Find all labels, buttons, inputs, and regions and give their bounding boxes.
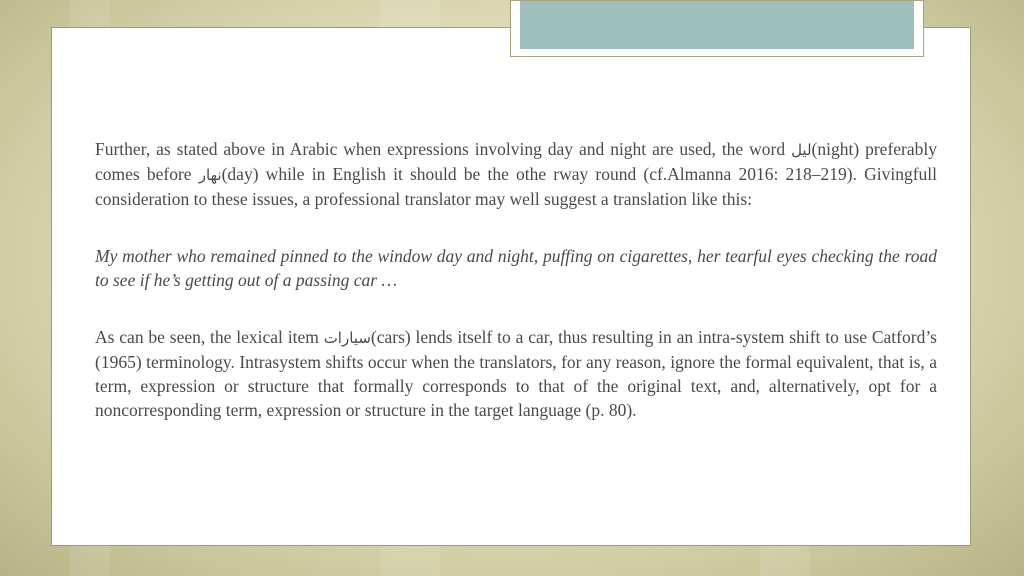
paragraph-example-translation: My mother who remained pinned to the window day and night, puffing on cigarettes, her tearful eyes checking the road to see if he’s getting out of a passing car … xyxy=(95,246,937,290)
paragraph-text: (cars) lends itself to a car, thus resulting in an intra-system shift to use Catford’s (1965) terminology. Intrasystem shifts occur when the translators, for any reason, ignore the formal equivalent, that is, a term, expression or structure that formally corresponds to that of the original text, and, alternatively, opt for a noncorresponding term, expression or structure in the target language (p. 80). xyxy=(95,327,937,420)
slide-body-text xyxy=(95,137,937,455)
arabic-word-day: نهار xyxy=(198,166,222,184)
arabic-word-cars: سيارات xyxy=(323,329,371,347)
title-placeholder-bar xyxy=(520,1,914,49)
arabic-word-night: ليل xyxy=(791,141,812,159)
paragraph-word-order xyxy=(95,137,937,211)
paragraph-text: (night) preferably comes before xyxy=(95,139,938,184)
paragraph-text: As can be seen, the lexical item xyxy=(95,327,324,347)
title-placeholder-frame xyxy=(510,0,924,57)
paragraph-text: (day) while in English it should be the othe rway round (cf.Almanna 2016: 218–219). Givingfull consideration to these issues, a professional translator may well suggest a translation like this: xyxy=(95,164,937,209)
paragraph-text: Further, as stated above in Arabic when expressions involving day and night are used, the word xyxy=(95,139,792,159)
paragraph-intra-system-shift xyxy=(95,325,937,422)
